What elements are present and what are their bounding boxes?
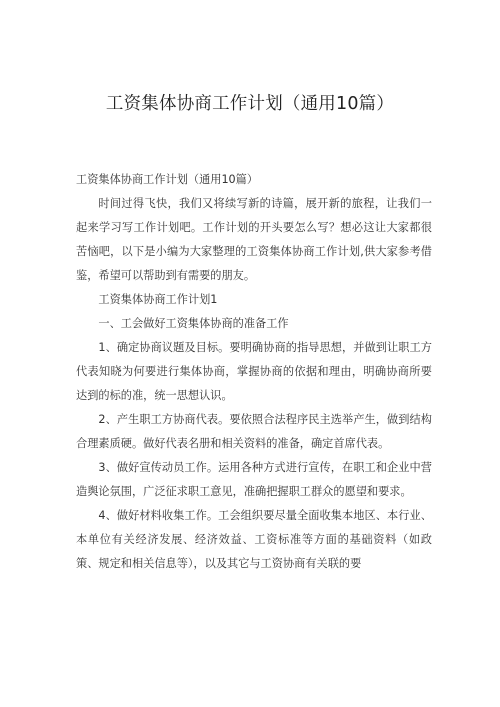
intro-paragraph: 时间过得飞快，我们又将续写新的诗篇，展开新的旅程，让我们一起来学习写工作计划吧。工作计划的开头要怎么写？想必这让大家都很苦恼吧，以下是小编为大家整理的工资集体协商工作计划,供大家参考借鉴，希望可以帮助到有需要的朋友。: [76, 197, 432, 282]
list-item: 3、做好宣传动员工作。运用各种方式进行宣传，在职工和企业中营造舆论氛围，广泛征求职工意见，准确把握职工群众的愿望和要求。: [76, 461, 432, 498]
document-body: [76, 168, 432, 576]
list-item: 4、做好材料收集工作。工会组织要尽量全面收集本地区、本行业、本单位有关经济发展、经济效益、工资标准等方面的基础资料（如政策、规定和相关信息等），以及其它与工资协商有关联的要: [76, 509, 432, 570]
list-item: 2、产生职工方协商代表。要依照合法程序民主选举产生，做到结构合理素质硬。做好代表名册和相关资料的准备，确定首席代表。: [76, 413, 432, 450]
body-heading: 工资集体协商工作计划（通用10篇）: [76, 173, 259, 186]
document-title: 工资集体协商工作计划（通用10篇）: [105, 94, 395, 114]
section-heading: 一、工会做好工资集体协商的准备工作: [98, 317, 289, 330]
list-item: 1、确定协商议题及目标。要明确协商的指导思想，并做到让职工方代表知晓为何要进行集体协商，掌握协商的依据和理由，明确协商所要达到的标的准，统一思想认识。: [76, 341, 432, 402]
plan-subtitle: 工资集体协商工作计划1: [98, 293, 218, 306]
